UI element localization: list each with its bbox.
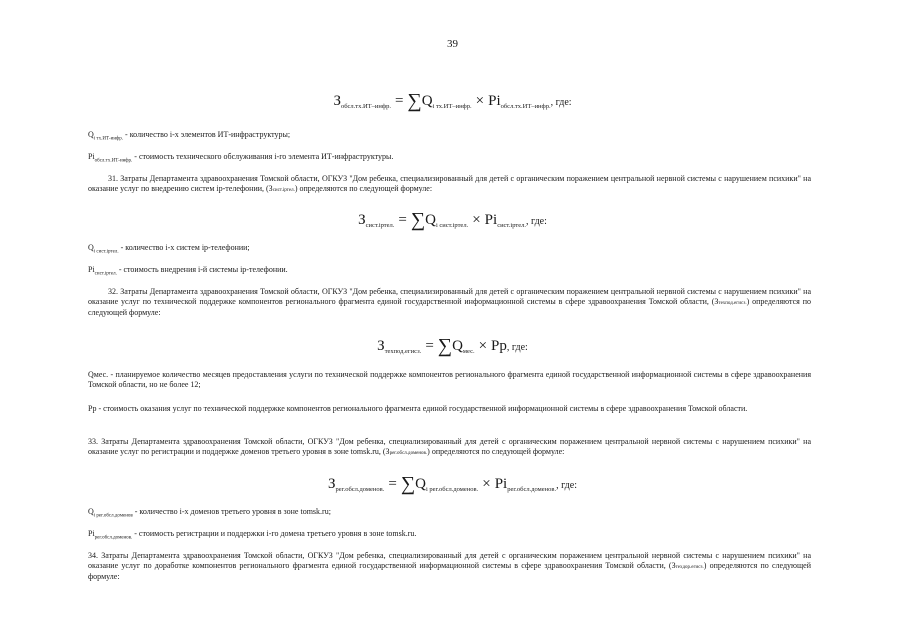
formula-lhs: З <box>333 93 341 109</box>
paragraph-34: 34. Затраты Департамента здравоохранения Томской области, ОГКУЗ "Дом ребенка, специализированный для детей с органическим поражением центральной нервной системы с нарушением психики" на оказание услуг по доработке компонентов регионального фрагмента единой государственной информационной системы в сфере здравоохранения Томской области, (Зтехдор.егисз.) определяются по следующей формуле: <box>88 551 811 582</box>
formula-egisz-support: $З_{техпод.егисз.} = \sum Q_{мес.} \times Pp$, где: <box>377 335 528 357</box>
definition-q-domains: $Q_{i рег.обсл.доменов}$ - количество i-х доменов третьего уровня в зоне tomsk.ru; <box>88 507 331 519</box>
definition-q-ip: $Q_{i сист.iртел.}$ - количество i-х систем ip-телефонии; <box>88 243 250 255</box>
sum-sign: ∑ <box>400 473 416 495</box>
formula-domains: $З_{рег.обсл.доменов.} = \sum Q_{i рег.обсл.доменов.} \times Pi_{рег.обсл.доменов.}$, где: <box>327 473 577 495</box>
formula-q: Q <box>421 93 433 109</box>
formula-it-infrastructure-maintenance <box>0 88 905 111</box>
definition-q-it: $Q_{i тх.ИТ-инфр.}$ - количество i-х элементов ИТ-инфраструктуры; <box>88 130 291 142</box>
page-number: 39 <box>447 38 458 50</box>
sum-sign: ∑ <box>410 209 426 231</box>
paragraph-33: 33. Затраты Департамента здравоохранения Томской области, ОГКУЗ "Дом ребенка, специализированный для детей с органическим поражением центральной нервной системы с нарушением психики" на оказание услуг по регистрации и поддержке доменов третьего уровня в зоне tomsk.ru, (Зрег.обсл.доменов.) определяются по следующей формуле: <box>88 437 811 456</box>
definition-q-months: Qмес. - планируемое количество месяцев предоставления услуги по технической поддержке компонентов регионального фрагмента единой государственной информационной системы в сфере здравоохранения Томской области, но не более 12; <box>88 370 811 389</box>
definition-p-ip: $Pi_{сист.iртел.}$ - стоимость внедрения i-й системы ip-телефонии. <box>88 265 288 277</box>
definition-p-domains: $Pi_{рег.обсл.доменов.}$ - стоимость регистрации и поддержки i-го домена третьего уровня в зоне tomsk.ru. <box>88 529 417 541</box>
times-sign: × <box>475 93 485 109</box>
formula-ip-telephony: $З_{сист.iртел.} = \sum Q_{i сист.iртел.} \times Pi_{сист.iртел.}$, где: <box>358 209 547 231</box>
sum-sign: ∑ <box>407 90 422 112</box>
equals-sign: = <box>394 93 404 109</box>
paragraph-32: 32. Затраты Департамента здравоохранения Томской области, ОГКУЗ "Дом ребенка, специализированный для детей с органическим поражением центральной нервной системы с нарушением психики" на оказание услуг по технической поддержке компонентов регионального фрагмента единой государственной информационной системы в сфере здравоохранения Томской области, (Зтехпод.егисз.) определяются по следующей формуле: <box>88 287 811 318</box>
definition-pp: Pp - стоимость оказания услуг по технической поддержке компонентов регионального фрагмента единой государственной информационной системы в сфере здравоохранения Томской области. <box>88 404 748 413</box>
definition-p-it: $Pi_{обсл.тх.ИТ-инфр.}$ - стоимость технического обслуживания i-го элемента ИТ-инфраструктуры. <box>88 152 394 164</box>
formula-tail: , где: <box>550 97 572 108</box>
formula-p: Pi <box>488 93 501 109</box>
formula-q-subscript: i тх.ИТ–инфр. <box>432 103 472 110</box>
formula-lhs-subscript: обсл.тх.ИТ–инфр. <box>340 103 391 110</box>
paragraph-31: 31. Затраты Департамента здравоохранения Томской области, ОГКУЗ "Дом ребенка, специализированный для детей с органическим поражением центральной нервной системы с нарушением психики" на оказание услуг по внедрению систем ip-телефонии, (Зсист.iртел.) определяются по следующей формуле: <box>88 174 811 193</box>
sum-sign: ∑ <box>437 335 453 357</box>
formula-p-subscript: обсл.тх.ИТ–инфр. <box>500 103 551 110</box>
